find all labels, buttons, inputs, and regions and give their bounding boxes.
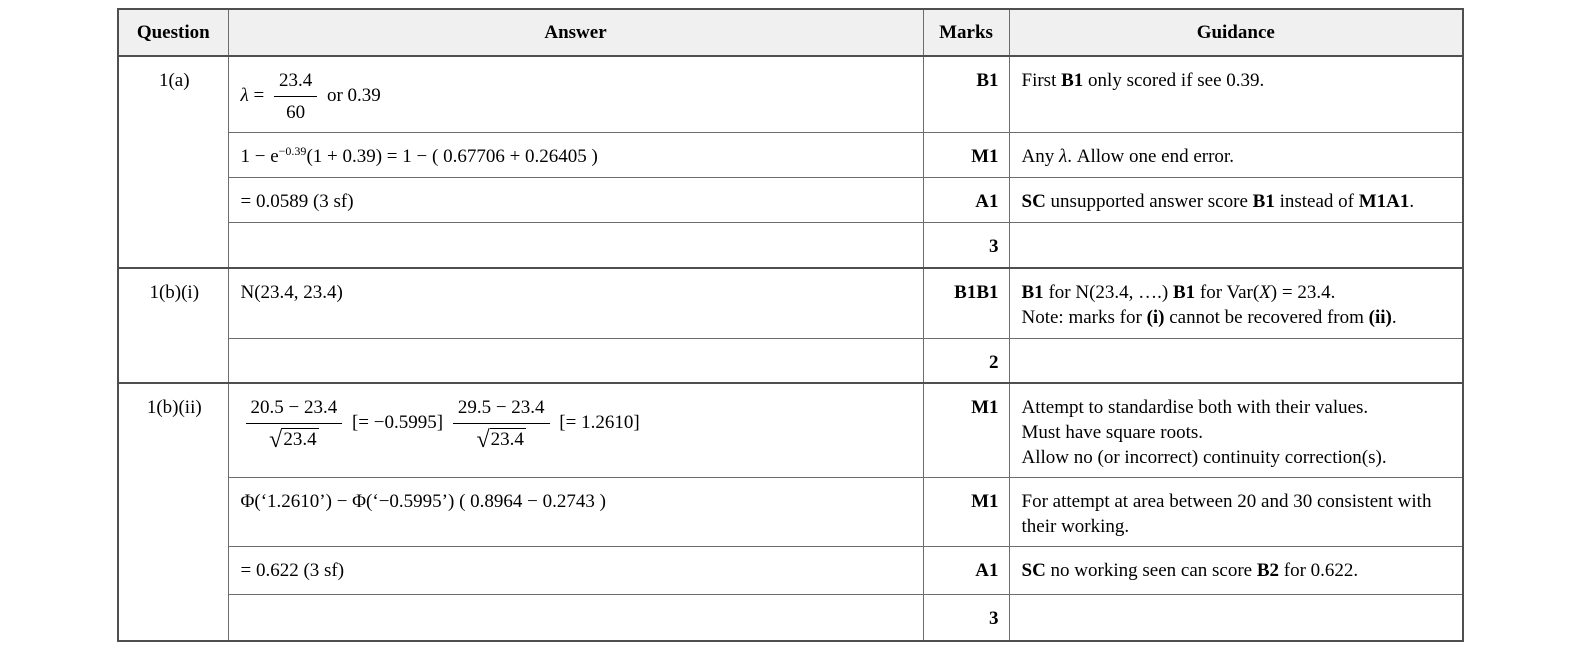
marks-cell: M1 [923,477,1009,546]
table-row [118,56,1463,132]
guidance-line: First B1 only scored if see 0.39. [1021,70,1265,91]
marks-cell: B1 [923,56,1009,132]
guidance-cell [1009,56,1463,132]
total-row [118,222,1463,268]
guidance-line: Allow no (or incorrect) continuity correction(s). [1021,447,1387,469]
answer-cell: $1 - e^{-0.39}(1 + 0.39) = 1$ − ( 0.67706 + 0.26405 ) [228,132,923,177]
marks-cell: A1 [923,177,1009,222]
square-root: √23.4 [476,427,524,454]
total-marks-cell: 2 [923,338,1009,383]
total-row [118,594,1463,641]
question-cell-1bi: 1(b)(i) [118,268,228,383]
guidance-line: Any λ. Allow one end error. [1021,145,1234,167]
guidance-cell [1009,546,1463,594]
guidance-cell-empty [1009,338,1463,383]
answer-cell: $\frac{20.5 - 23.4}{√23.4}$ [= −0.5995] $\frac{29.5 - 23.4}{√23.4}$ [= 1.2610] [228,383,923,477]
guidance-line: SC no working seen can score B2 for 0.622. [1021,559,1359,581]
answer-cell: N(23.4, 23.4) [228,268,923,338]
guidance-line: Note: marks for (i) cannot be recovered from (ii). [1021,307,1397,329]
answer-cell: Φ(‘1.2610’) − Φ(‘−0.5995’) ( 0.8964 − 0.2743 ) [228,477,923,546]
total-marks-cell: 3 [923,222,1009,268]
answer-cell: λ = $\frac{23.4}{60}$ or 0.39 [228,56,923,132]
guidance-line: B1 for N(23.4, ….) B1 for Var(X) = 23.4. [1021,282,1336,303]
column-header-guidance: Guidance [1009,9,1463,56]
answer-cell-empty [228,594,923,641]
guidance-cell [1009,132,1463,177]
fraction: $\frac{20.5 - 23.4}{√23.4}$ [246,395,343,452]
guidance-cell-empty [1009,594,1463,641]
column-header-answer: Answer [228,9,923,56]
table-row [118,383,1463,477]
guidance-line: Attempt to standardise both with their values. [1021,397,1369,418]
answer-cell-empty [228,338,923,383]
guidance-cell [1009,268,1463,338]
total-row [118,338,1463,383]
question-cell-1bii: 1(b)(ii) [118,383,228,641]
guidance-line: SC unsupported answer score B1 instead of M1A1. [1021,190,1415,212]
guidance-line: Must have square roots. [1021,422,1204,444]
marks-cell: M1 [923,383,1009,477]
mark-scheme-table [117,8,1464,642]
column-header-marks: Marks [923,9,1009,56]
marks-cell: A1 [923,546,1009,594]
guidance-cell [1009,477,1463,546]
guidance-cell [1009,177,1463,222]
marks-cell: M1 [923,132,1009,177]
marks-cell: B1B1 [923,268,1009,338]
guidance-cell-empty [1009,222,1463,268]
square-root: √23.4 [269,427,317,454]
total-marks-cell: 3 [923,594,1009,641]
header-row [118,9,1463,56]
question-cell-1a: 1(a) [118,56,228,268]
answer-cell-empty [228,222,923,268]
table-row [118,546,1463,594]
answer-cell: = 0.622 (3 sf) [228,546,923,594]
guidance-cell [1009,383,1463,477]
fraction: $\frac{23.4}{60}$ [274,68,317,125]
table-row [118,477,1463,546]
column-header-question: Question [118,9,228,56]
answer-cell: = 0.0589 (3 sf) [228,177,923,222]
guidance-line: For attempt at area between 20 and 30 consistent with their working. [1021,490,1432,537]
table-row [118,132,1463,177]
table-row [118,177,1463,222]
table-row [118,268,1463,338]
fraction: $\frac{29.5 - 23.4}{√23.4}$ [453,395,550,452]
